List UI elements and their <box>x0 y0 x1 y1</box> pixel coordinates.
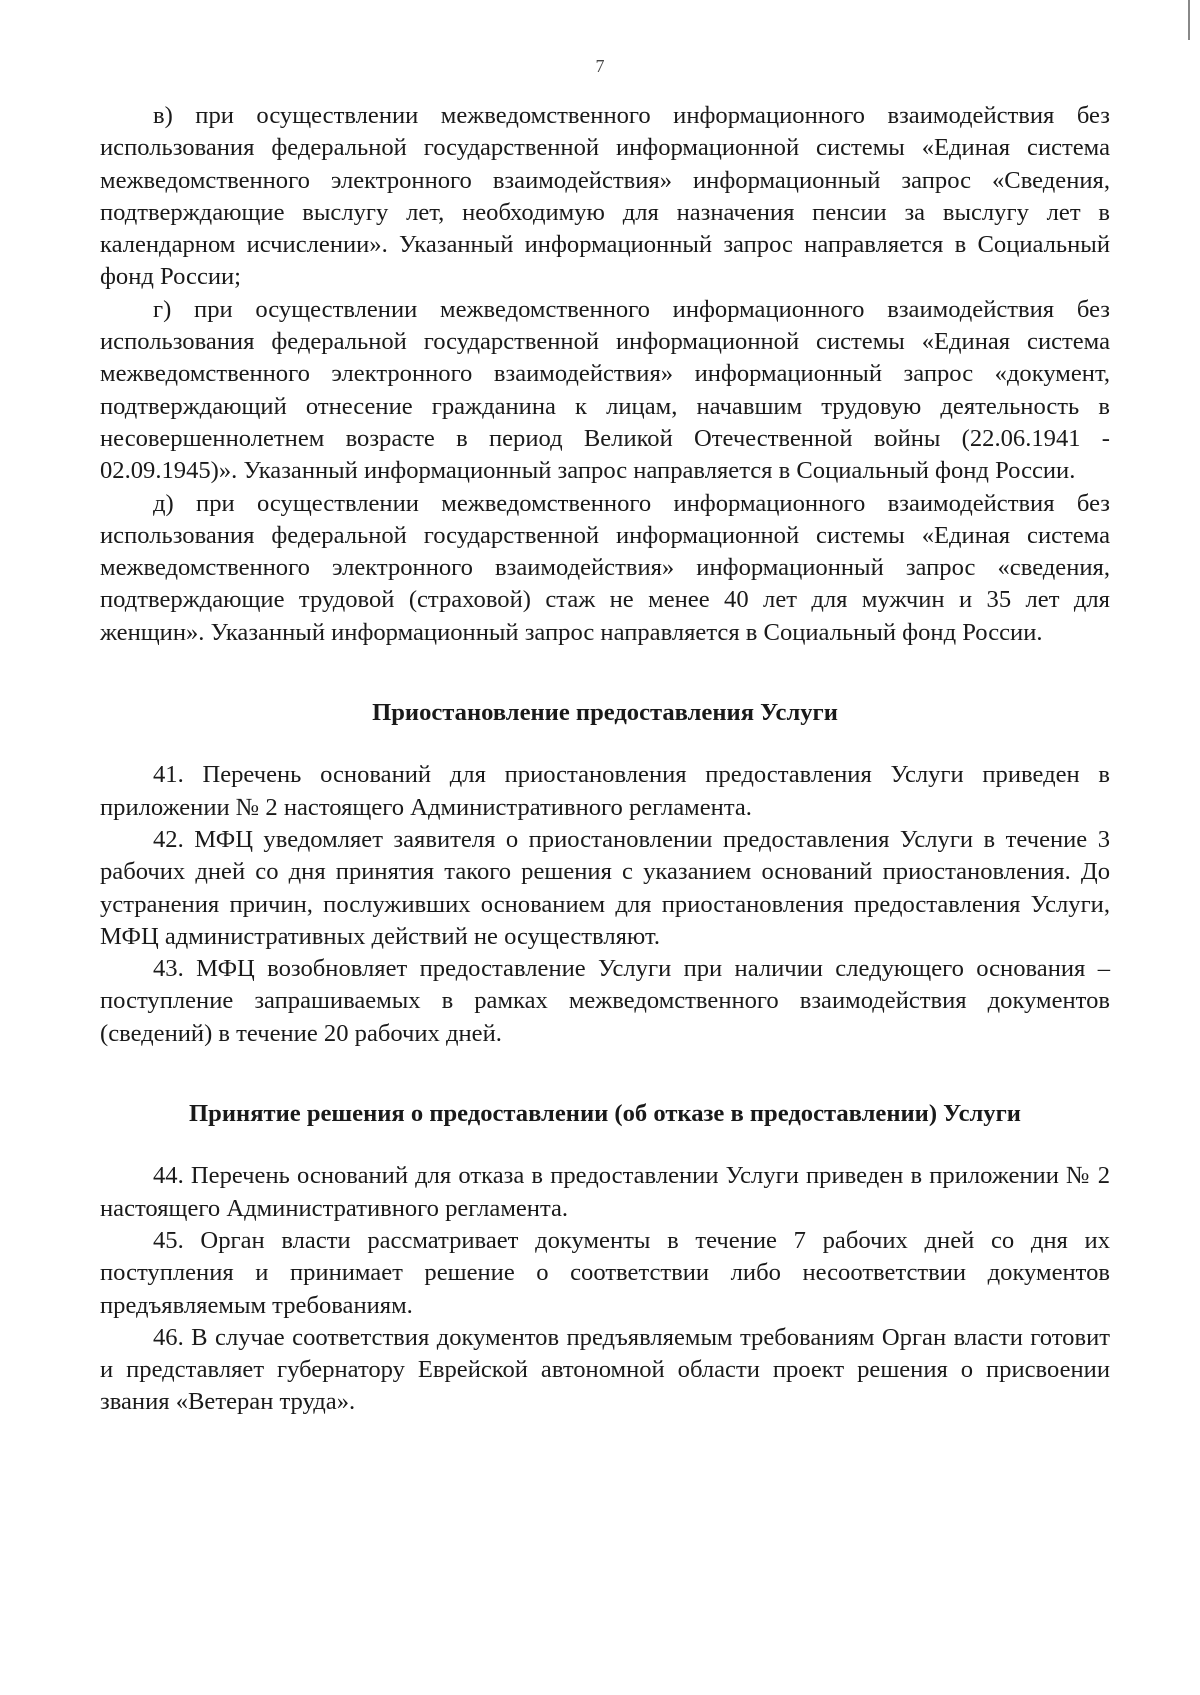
paragraph-45: 45. Орган власти рассматривает документы в течение 7 рабочих дней со дня их поступления и принимает решение о соответствии либо несоответствии документов предъявляемым требованиям. <box>100 1226 1110 1319</box>
scan-edge-mark <box>1188 0 1190 40</box>
paragraph-g: г) при осуществлении межведомственного информационного взаимодействия без использования федеральной государственной информационной системы «Единая система межведомственного электронного взаимодействия» информационный запрос «документ, подтверждающий отнесение гражданина к лицам, начавшим трудовую деятельность в несовершеннолетнем возрасте в период Великой Отечественной войны (22.06.1941 - 02.09.1945)». Указанный информационный запрос направляется в Социальный фонд России. <box>100 295 1110 485</box>
paragraph-42: 42. МФЦ уведомляет заявителя о приостановлении предоставления Услуги в течение 3 рабочих дней со дня принятия такого решения с указанием оснований приостановления. До устранения причин, послуживших основанием для приостановления предоставления Услуги, МФЦ административных действий не осуществляют. <box>100 825 1110 950</box>
paragraph-v: в) при осуществлении межведомственного информационного взаимодействия без использования федеральной государственной информационной системы «Единая система межведомственного электронного взаимодействия» информационный запрос «Сведения, подтверждающие выслугу лет, необходимую для назначения пенсии за выслугу лет в календарном исчислении». Указанный информационный запрос направляется в Социальный фонд России; <box>100 102 1110 291</box>
paragraph-46: 46. В случае соответствия документов предъявляемым требованиям Орган власти готовит и представляет губернатору Еврейской автономной области проект решения о присвоении звания «Ветеран труда». <box>100 1323 1110 1416</box>
paragraph-41: 41. Перечень оснований для приостановления предоставления Услуги приведен в приложении № 2 настоящего Административного регламента. <box>100 761 1110 821</box>
document-body <box>100 100 1110 1419</box>
section-heading-suspension: Приостановление предоставления Услуги <box>372 699 838 727</box>
paragraph-44: 44. Перечень оснований для отказа в предоставлении Услуги приведен в приложении № 2 настоящего Административного регламента. <box>100 1162 1110 1222</box>
paragraph-d: д) при осуществлении межведомственного информационного взаимодействия без использования федеральной государственной информационной системы «Единая система межведомственного электронного взаимодействия» информационный запрос «сведения, подтверждающие трудовой (страховой) стаж не менее 40 лет для мужчин и 35 лет для женщин». Указанный информационный запрос направляется в Социальный фонд России. <box>100 489 1110 646</box>
section-heading-decision: Принятие решения о предоставлении (об отказе в предоставлении) Услуги <box>189 1100 1021 1128</box>
paragraph-43: 43. МФЦ возобновляет предоставление Услуги при наличии следующего основания – поступление запрашиваемых в рамках межведомственного взаимодействия документов (сведений) в течение 20 рабочих дней. <box>100 955 1110 1047</box>
page-number: 7 <box>595 56 605 76</box>
